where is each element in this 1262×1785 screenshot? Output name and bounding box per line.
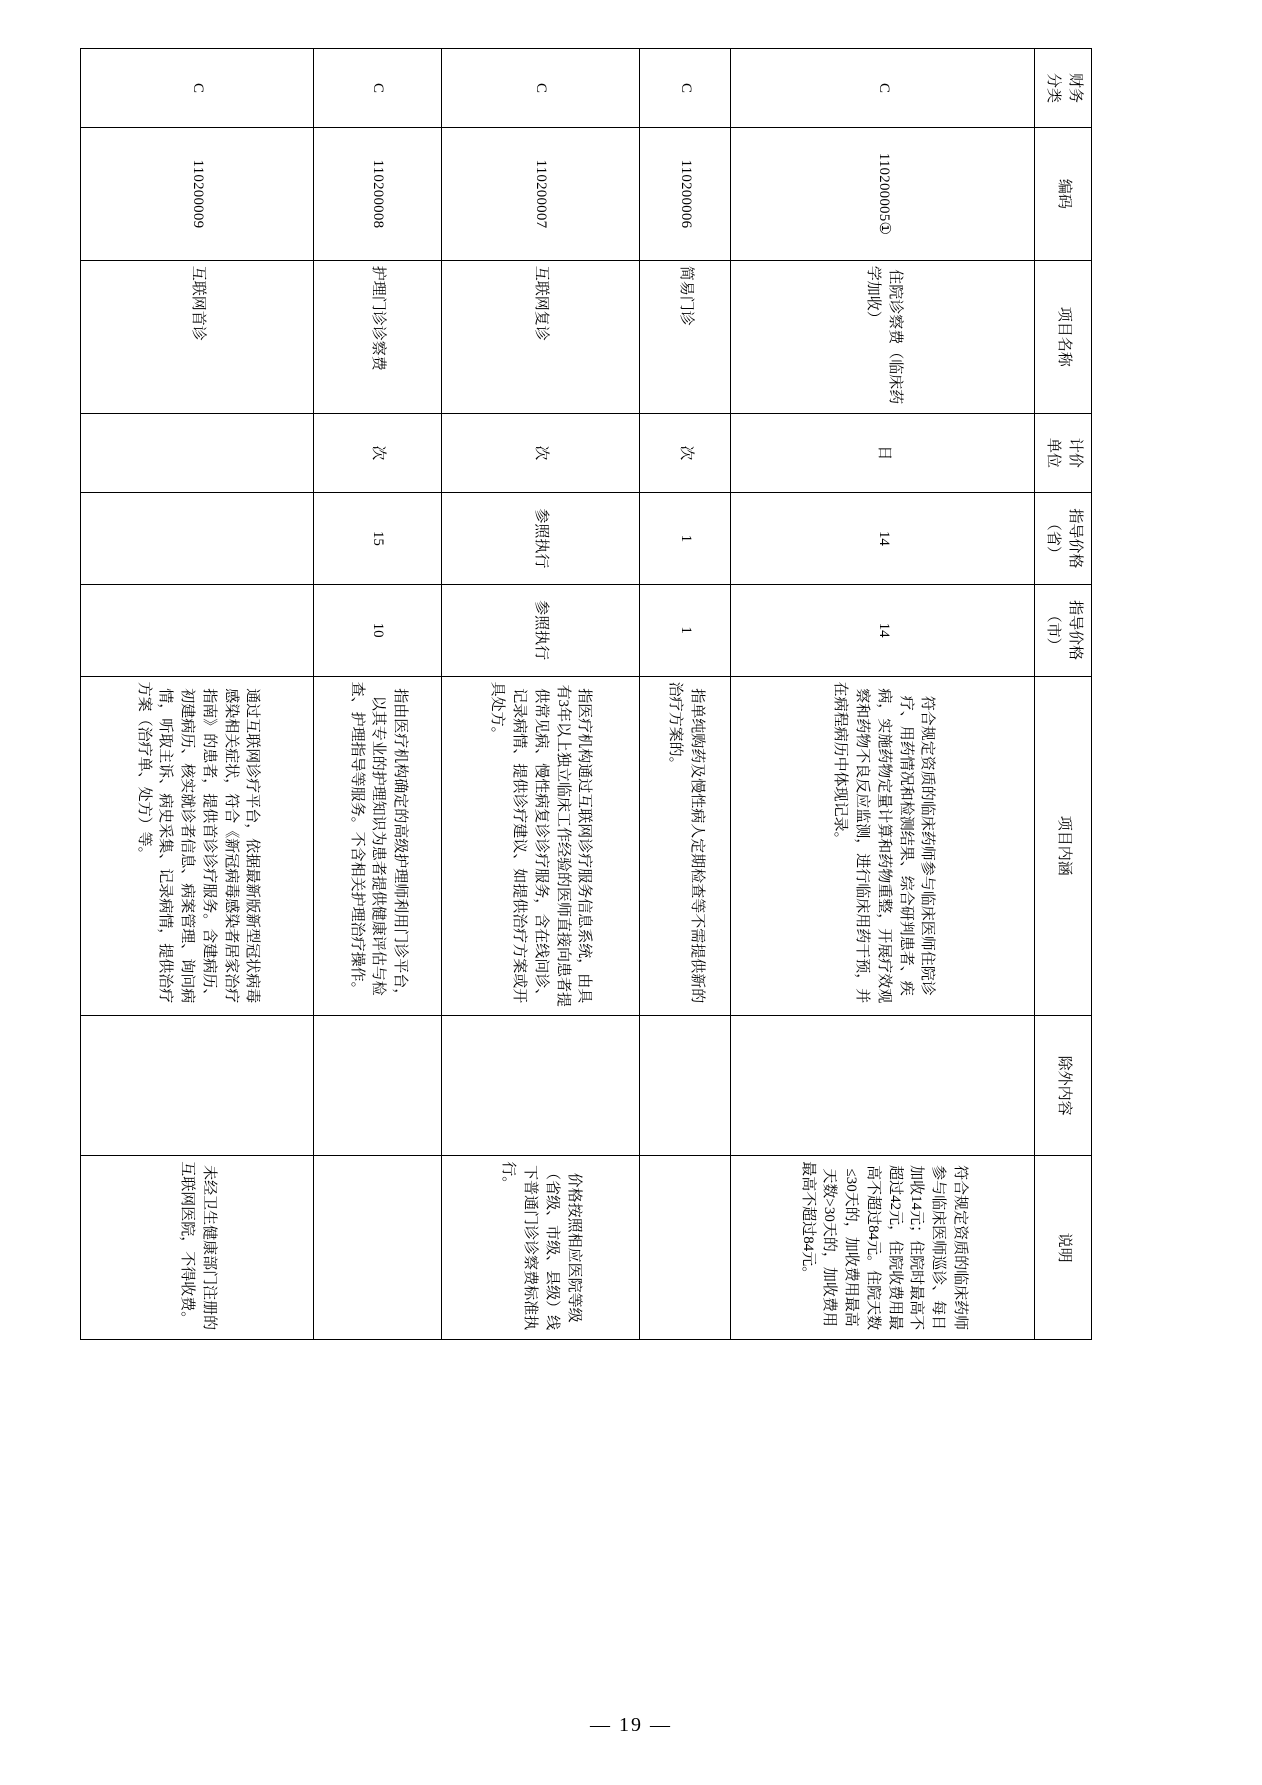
cell-name: 简易门诊 <box>639 260 731 413</box>
cell-unit: 次 <box>441 413 639 492</box>
cell-code: 110200008 <box>314 128 441 261</box>
cell-price-city: 10 <box>314 584 441 676</box>
cell-finance-class: C <box>441 49 639 128</box>
header-content: 项目内涵 <box>1035 676 1092 1015</box>
cell-price-province <box>81 492 314 584</box>
cell-price-city: 参照执行 <box>441 584 639 676</box>
page-number-text: — 19 — <box>590 1714 672 1736</box>
cell-unit: 次 <box>639 413 731 492</box>
cell-note <box>639 1156 731 1340</box>
cell-price-province: 15 <box>314 492 441 584</box>
header-guide-price-province <box>1035 492 1092 584</box>
cell-note: 价格按照相应医院等级（省级、市级、县级）线下普通门诊诊察费标准执行。 <box>441 1156 639 1340</box>
page-number <box>0 1714 1262 1737</box>
header-unit-line1: 计价 <box>1067 437 1083 468</box>
cell-code: 110200005① <box>731 128 1035 261</box>
cell-unit: 日 <box>731 413 1035 492</box>
cell-finance-class: C <box>314 49 441 128</box>
header-excluded: 除外内容 <box>1035 1015 1092 1155</box>
header-guide-price-province-line1: 指导价格 <box>1067 508 1083 569</box>
table-row <box>314 49 441 1340</box>
cell-price-province: 14 <box>731 492 1035 584</box>
cell-finance-class: C <box>731 49 1035 128</box>
header-name: 项目名称 <box>1035 260 1092 413</box>
table-row <box>639 49 731 1340</box>
cell-excluded <box>639 1015 731 1155</box>
cell-note: 未经卫生健康部门注册的互联网医院，不得收费。 <box>81 1156 314 1340</box>
cell-name: 住院诊察费（临床药学加收） <box>731 260 1035 413</box>
cell-content: 通过互联网诊疗平台，依据最新版新型冠状病毒感染相关症状，符合《新冠病毒感染者居家治疗指南》的患者，提供首诊诊疗服务。含建病历、初建病历、核实就诊者信息、病案管理、询问病情，听取主诉、病史采集、记录病情，提供治疗方案（治疗单、处方）等。 <box>81 676 314 1015</box>
cell-excluded <box>314 1015 441 1155</box>
cell-content: 指由医疗机构确定的高级护理师利用门诊平台，以其专业的护理知识为患者提供健康评估与检查、护理指导等服务。不含相关护理治疗操作。 <box>314 676 441 1015</box>
cell-content: 指单纯购药及慢性病人定期检查等不需提供新的治疗方案的。 <box>639 676 731 1015</box>
table-row <box>441 49 639 1340</box>
cell-content: 符合规定资质的临床药师参与临床医师住院诊疗、用药情况和检测结果、综合研判患者、疾病，实施药物定量计算和药物重整，开展疗效观察和药物不良反应监测，进行临床用药干预，并在病程病历中体现记录。 <box>731 676 1035 1015</box>
table-row <box>731 49 1035 1340</box>
cell-excluded <box>441 1015 639 1155</box>
cell-code: 110200009 <box>81 128 314 261</box>
cell-price-province: 参照执行 <box>441 492 639 584</box>
header-guide-price-city-line1: 指导价格 <box>1067 600 1083 661</box>
header-code: 编码 <box>1035 128 1092 261</box>
cell-note <box>314 1156 441 1340</box>
cell-name: 互联网首诊 <box>81 260 314 413</box>
cell-price-province: 1 <box>639 492 731 584</box>
cell-finance-class: C <box>81 49 314 128</box>
cell-unit: 次 <box>314 413 441 492</box>
cell-excluded <box>81 1015 314 1155</box>
cell-unit <box>81 413 314 492</box>
medical-service-price-table <box>80 48 1092 1340</box>
cell-price-city <box>81 584 314 676</box>
header-finance-class-line2: 分类 <box>1045 73 1062 104</box>
table-row <box>81 49 314 1340</box>
cell-code: 110200006 <box>639 128 731 261</box>
header-guide-price-city-line2: （市） <box>1045 607 1062 653</box>
header-guide-price-province-line2: （省） <box>1045 515 1062 561</box>
cell-content: 指医疗机构通过互联网诊疗服务信息系统，由具有3年以上独立临床工作经验的医师直接向患者提供常见病、慢性病复诊诊疗服务，含在线问诊、记录病情、提供诊疗建议、如提供治疗方案或开具处方。 <box>441 676 639 1015</box>
cell-excluded <box>731 1015 1035 1155</box>
header-unit-line2: 单位 <box>1045 437 1062 468</box>
cell-price-city: 14 <box>731 584 1035 676</box>
cell-finance-class: C <box>639 49 731 128</box>
cell-price-city: 1 <box>639 584 731 676</box>
header-finance-class-line1: 财务 <box>1067 73 1083 104</box>
table-header-row <box>1035 49 1092 1340</box>
header-unit <box>1035 413 1092 492</box>
cell-code: 110200007 <box>441 128 639 261</box>
cell-name: 互联网复诊 <box>441 260 639 413</box>
header-finance-class <box>1035 49 1092 128</box>
price-table-wrapper <box>80 48 1092 1340</box>
header-guide-price-city <box>1035 584 1092 676</box>
cell-name: 护理门诊诊察费 <box>314 260 441 413</box>
header-note: 说明 <box>1035 1156 1092 1340</box>
cell-note: 符合规定资质的临床药师参与临床医师巡诊、每日加收14元；住院时最高不超过42元，住院收费用最高不超过84元。住院天数≤30天的，加收费用最高天数>30天的，加收费用最高不超过84元。 <box>731 1156 1035 1340</box>
